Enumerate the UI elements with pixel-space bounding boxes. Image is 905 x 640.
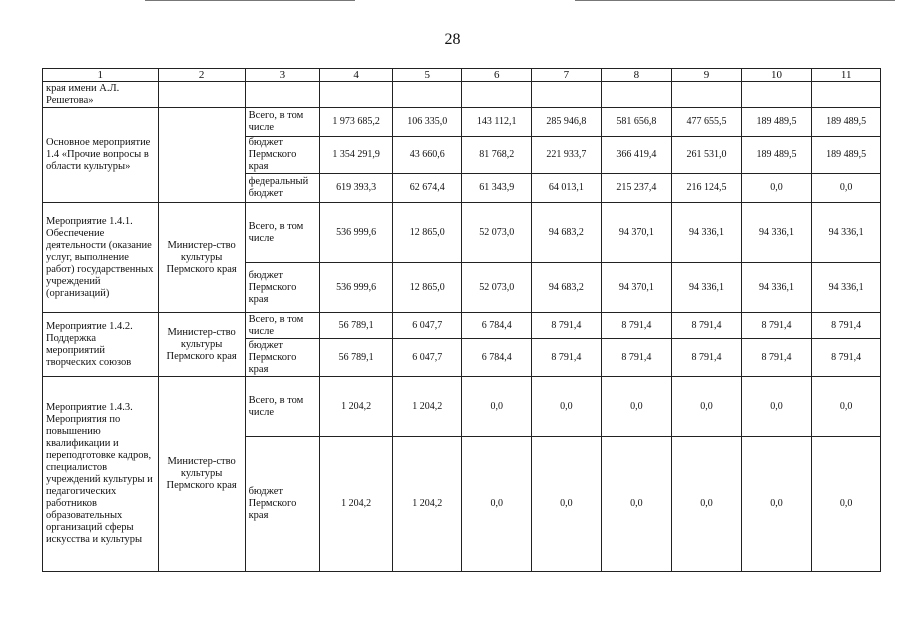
executor-cell bbox=[158, 82, 245, 108]
amount-cell: 0,0 bbox=[812, 174, 881, 203]
funding-source-cell bbox=[245, 82, 320, 108]
amount-cell: 1 973 685,2 bbox=[320, 108, 393, 137]
executor-cell: Министер-ство культуры Пермского края bbox=[158, 203, 245, 313]
top-rule-left bbox=[145, 0, 355, 1]
executor-cell: Министер-ство культуры Пермского края bbox=[158, 313, 245, 377]
amount-cell: 0,0 bbox=[741, 174, 812, 203]
table-body bbox=[43, 82, 881, 572]
column-header-11: 11 bbox=[812, 69, 881, 82]
amount-cell: 0,0 bbox=[532, 437, 602, 572]
amount-cell: 106 335,0 bbox=[392, 108, 462, 137]
measure-name-cell: Мероприятие 1.4.2. Поддержка мероприятий творческих союзов bbox=[43, 313, 159, 377]
table-row bbox=[43, 82, 881, 108]
amount-cell: 94 336,1 bbox=[672, 263, 742, 313]
amount-cell: 189 489,5 bbox=[812, 108, 881, 137]
amount-cell: 143 112,1 bbox=[462, 108, 532, 137]
amount-cell: 8 791,4 bbox=[812, 339, 881, 377]
amount-cell: 8 791,4 bbox=[741, 339, 812, 377]
column-header-1: 1 bbox=[43, 69, 159, 82]
measure-name-cell: Мероприятие 1.4.1. Обеспечение деятельности (оказание услуг, выполнение работ) государственных учреждений (организаций) bbox=[43, 203, 159, 313]
executor-cell bbox=[158, 108, 245, 203]
amount-cell: 366 419,4 bbox=[601, 137, 672, 174]
table-row bbox=[43, 203, 881, 263]
amount-cell: 477 655,5 bbox=[672, 108, 742, 137]
amount-cell: 0,0 bbox=[601, 437, 672, 572]
table-row bbox=[43, 313, 881, 339]
measure-name-cell: Мероприятие 1.4.3. Мероприятия по повышению квалификации и переподготовке кадров, специалистов учреждений культуры и педагогических работников образовательных организаций сферы искусства и культуры bbox=[43, 377, 159, 572]
amount-cell: 62 674,4 bbox=[392, 174, 462, 203]
amount-cell: 43 660,6 bbox=[392, 137, 462, 174]
funding-source-cell: бюджет Пермского края bbox=[245, 339, 320, 377]
amount-cell: 94 336,1 bbox=[741, 203, 812, 263]
amount-cell: 189 489,5 bbox=[741, 137, 812, 174]
measure-name-cell: Основное мероприятие 1.4 «Прочие вопросы в области культуры» bbox=[43, 108, 159, 203]
amount-cell: 0,0 bbox=[462, 377, 532, 437]
amount-cell bbox=[741, 82, 812, 108]
amount-cell: 221 933,7 bbox=[532, 137, 602, 174]
table-row bbox=[43, 108, 881, 137]
amount-cell: 6 784,4 bbox=[462, 313, 532, 339]
amount-cell: 56 789,1 bbox=[320, 339, 393, 377]
amount-cell: 6 047,7 bbox=[392, 313, 462, 339]
amount-cell: 81 768,2 bbox=[462, 137, 532, 174]
funding-source-cell: Всего, в том числе bbox=[245, 313, 320, 339]
amount-cell: 0,0 bbox=[672, 437, 742, 572]
amount-cell: 1 204,2 bbox=[392, 437, 462, 572]
amount-cell: 1 204,2 bbox=[320, 437, 393, 572]
amount-cell: 94 683,2 bbox=[532, 203, 602, 263]
amount-cell: 8 791,4 bbox=[741, 313, 812, 339]
amount-cell: 52 073,0 bbox=[462, 263, 532, 313]
funding-source-cell: федеральный бюджет bbox=[245, 174, 320, 203]
column-header-10: 10 bbox=[741, 69, 812, 82]
column-header-6: 6 bbox=[462, 69, 532, 82]
funding-source-cell: Всего, в том числе bbox=[245, 108, 320, 137]
amount-cell: 94 336,1 bbox=[812, 263, 881, 313]
amount-cell: 94 370,1 bbox=[601, 203, 672, 263]
column-header-2: 2 bbox=[158, 69, 245, 82]
amount-cell: 536 999,6 bbox=[320, 203, 393, 263]
amount-cell: 12 865,0 bbox=[392, 203, 462, 263]
amount-cell: 189 489,5 bbox=[741, 108, 812, 137]
header-row bbox=[43, 69, 881, 82]
amount-cell: 1 354 291,9 bbox=[320, 137, 393, 174]
amount-cell bbox=[320, 82, 393, 108]
funding-source-cell: бюджет Пермского края bbox=[245, 263, 320, 313]
budget-table bbox=[42, 68, 881, 572]
amount-cell bbox=[812, 82, 881, 108]
amount-cell: 94 683,2 bbox=[532, 263, 602, 313]
column-header-9: 9 bbox=[672, 69, 742, 82]
amount-cell: 56 789,1 bbox=[320, 313, 393, 339]
amount-cell: 215 237,4 bbox=[601, 174, 672, 203]
amount-cell: 94 370,1 bbox=[601, 263, 672, 313]
amount-cell: 0,0 bbox=[532, 377, 602, 437]
amount-cell: 8 791,4 bbox=[601, 313, 672, 339]
amount-cell bbox=[462, 82, 532, 108]
amount-cell: 8 791,4 bbox=[532, 339, 602, 377]
funding-source-cell: Всего, в том числе bbox=[245, 377, 320, 437]
amount-cell: 94 336,1 bbox=[741, 263, 812, 313]
measure-name-cell: края имени А.Л. Решетова» bbox=[43, 82, 159, 108]
column-header-5: 5 bbox=[392, 69, 462, 82]
page-number: 28 bbox=[444, 31, 461, 48]
amount-cell: 0,0 bbox=[672, 377, 742, 437]
amount-cell: 536 999,6 bbox=[320, 263, 393, 313]
amount-cell bbox=[392, 82, 462, 108]
amount-cell: 0,0 bbox=[601, 377, 672, 437]
amount-cell: 94 336,1 bbox=[812, 203, 881, 263]
column-header-4: 4 bbox=[320, 69, 393, 82]
amount-cell: 6 047,7 bbox=[392, 339, 462, 377]
executor-cell: Министер-ство культуры Пермского края bbox=[158, 377, 245, 572]
amount-cell: 8 791,4 bbox=[532, 313, 602, 339]
amount-cell bbox=[532, 82, 602, 108]
funding-source-cell: бюджет Пермского края bbox=[245, 137, 320, 174]
amount-cell: 8 791,4 bbox=[812, 313, 881, 339]
funding-source-cell: Всего, в том числе bbox=[245, 203, 320, 263]
amount-cell: 189 489,5 bbox=[812, 137, 881, 174]
amount-cell bbox=[672, 82, 742, 108]
amount-cell: 285 946,8 bbox=[532, 108, 602, 137]
amount-cell: 8 791,4 bbox=[672, 339, 742, 377]
column-header-8: 8 bbox=[601, 69, 672, 82]
column-header-3: 3 bbox=[245, 69, 320, 82]
amount-cell: 61 343,9 bbox=[462, 174, 532, 203]
amount-cell: 6 784,4 bbox=[462, 339, 532, 377]
amount-cell: 64 013,1 bbox=[532, 174, 602, 203]
amount-cell: 0,0 bbox=[741, 377, 812, 437]
amount-cell: 0,0 bbox=[812, 377, 881, 437]
funding-source-cell: бюджет Пермского края bbox=[245, 437, 320, 572]
amount-cell: 216 124,5 bbox=[672, 174, 742, 203]
amount-cell: 261 531,0 bbox=[672, 137, 742, 174]
table-row bbox=[43, 377, 881, 437]
amount-cell: 94 336,1 bbox=[672, 203, 742, 263]
amount-cell: 8 791,4 bbox=[601, 339, 672, 377]
amount-cell: 0,0 bbox=[462, 437, 532, 572]
column-header-7: 7 bbox=[532, 69, 602, 82]
amount-cell: 12 865,0 bbox=[392, 263, 462, 313]
amount-cell: 52 073,0 bbox=[462, 203, 532, 263]
top-rule-right bbox=[575, 0, 895, 1]
amount-cell: 0,0 bbox=[741, 437, 812, 572]
amount-cell: 0,0 bbox=[812, 437, 881, 572]
amount-cell: 581 656,8 bbox=[601, 108, 672, 137]
amount-cell: 1 204,2 bbox=[320, 377, 393, 437]
amount-cell: 619 393,3 bbox=[320, 174, 393, 203]
amount-cell: 1 204,2 bbox=[392, 377, 462, 437]
amount-cell: 8 791,4 bbox=[672, 313, 742, 339]
amount-cell bbox=[601, 82, 672, 108]
